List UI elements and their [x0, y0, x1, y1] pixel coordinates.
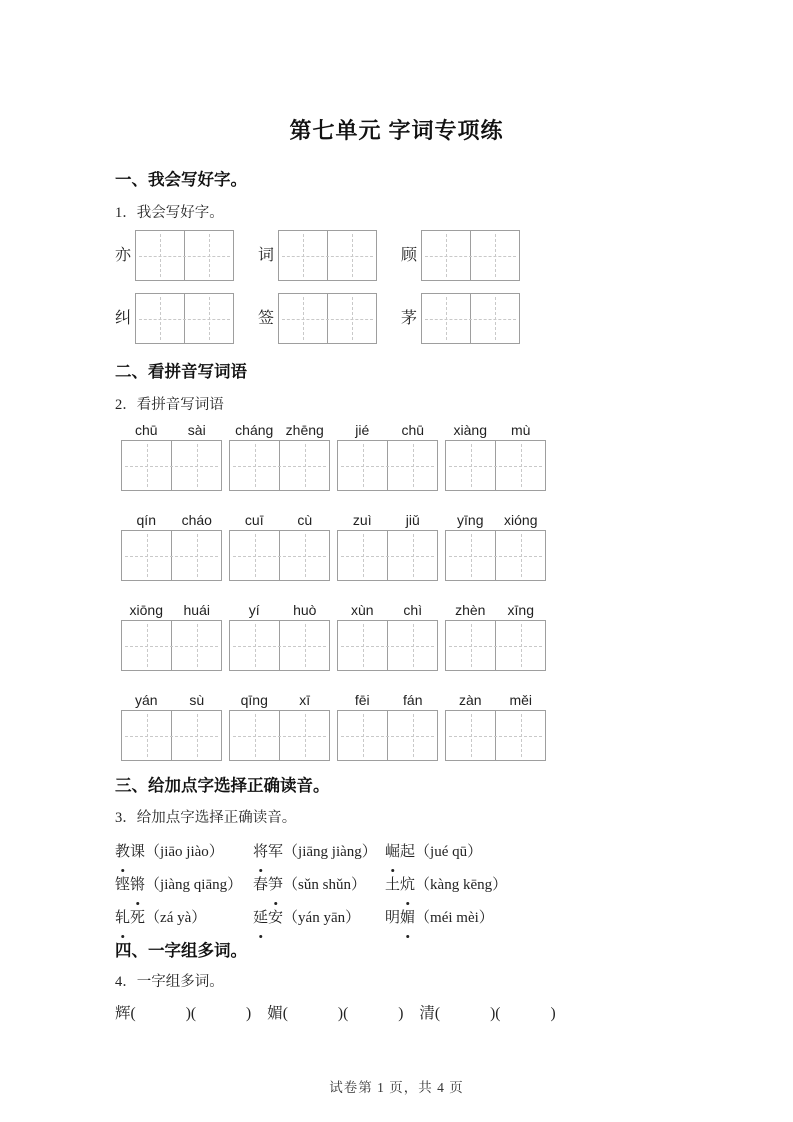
- pinyin-syllable: qīng: [240, 692, 268, 708]
- character-writing-box: [337, 710, 438, 761]
- pinyin-labels: [337, 693, 438, 710]
- pronunciation-item: [115, 836, 253, 869]
- blank-open-paren: (: [343, 1005, 349, 1022]
- pinyin-labels: [121, 513, 222, 530]
- writing-cell: [279, 294, 327, 343]
- pronunciation-item: [115, 902, 253, 935]
- writing-cell: [279, 711, 329, 760]
- pinyin-options: （jiāo jiào）: [145, 844, 224, 860]
- pinyin-word-unit: [121, 693, 222, 761]
- pinyin-word-unit: [445, 693, 546, 761]
- plain-character: 课: [130, 844, 146, 860]
- pronunciation-area: [115, 836, 713, 935]
- writing-cell: [387, 621, 437, 670]
- pinyin-labels: [229, 693, 330, 710]
- pinyin-syllable: xióng: [504, 512, 538, 528]
- writing-cell: [230, 621, 279, 670]
- plain-character: 土: [385, 877, 401, 893]
- writing-cell: [327, 294, 376, 343]
- writing-cell: [279, 621, 329, 670]
- blank-close-paren: ): [246, 1005, 252, 1022]
- section-1-heading: 一、我会写好字。: [115, 171, 247, 189]
- pinyin-syllable: xiōng: [129, 602, 163, 618]
- question-2-text: 2．看拼音写词语: [115, 397, 224, 413]
- writing-cell: [470, 231, 519, 280]
- writing-cell: [136, 294, 184, 343]
- writing-cell: [495, 711, 545, 760]
- writing-grid-unit: [115, 230, 234, 281]
- plain-character: 死: [130, 910, 146, 926]
- pinyin-word-unit: [445, 423, 546, 491]
- writing-cell: [338, 711, 387, 760]
- writing-cell: [171, 621, 221, 670]
- pinyin-word-unit: [337, 513, 438, 581]
- pinyin-syllable: cháo: [181, 512, 212, 528]
- character-label: 茅: [401, 309, 418, 327]
- pinyin-labels: [121, 603, 222, 620]
- dotted-character: 媚: [400, 902, 415, 935]
- plain-character: 铿: [115, 877, 131, 893]
- blank-close-paren: ): [337, 1005, 344, 1022]
- dotted-character: 延: [253, 902, 268, 935]
- word-building-item: [115, 1001, 251, 1023]
- writing-cell: [338, 621, 387, 670]
- writing-cell: [446, 441, 495, 490]
- writing-cell: [171, 531, 221, 580]
- pinyin-syllable: yí: [248, 602, 260, 618]
- pinyin-syllable: zhēng: [285, 422, 324, 438]
- pronunciation-item: [385, 836, 713, 869]
- writing-cell: [122, 441, 171, 490]
- character-writing-box: [121, 530, 222, 581]
- pinyin-labels: [337, 603, 438, 620]
- pinyin-syllable: xī: [299, 692, 311, 708]
- character-writing-box: [445, 440, 546, 491]
- character-writing-box: [229, 620, 330, 671]
- blank-open-paren: (: [495, 1005, 501, 1022]
- character-label: 亦: [115, 246, 132, 264]
- writing-cell: [279, 231, 327, 280]
- page-title: 第七单元 字词专项练: [289, 118, 504, 143]
- pinyin-syllable: cù: [297, 512, 313, 528]
- pronunciation-item: [253, 902, 385, 935]
- page-footer: 试卷第 1 页，共 4 页: [329, 1080, 464, 1095]
- writing-cell: [446, 621, 495, 670]
- writing-cell: [171, 441, 221, 490]
- writing-cell: [338, 531, 387, 580]
- pronunciation-item: [385, 869, 713, 902]
- writing-cell: [446, 531, 495, 580]
- pinyin-syllable: qín: [136, 512, 156, 528]
- character-label: 签: [258, 309, 275, 327]
- writing-grid-area: [115, 230, 713, 344]
- pinyin-labels: [229, 513, 330, 530]
- blank-open-paren: (: [130, 1005, 136, 1022]
- writing-grid-row: [115, 293, 713, 344]
- blank-close-paren: ): [185, 1005, 191, 1022]
- section-2-heading: 二、看拼音写词语: [115, 363, 247, 381]
- pinyin-options: （yán yān）: [283, 910, 361, 926]
- character-writing-box: [445, 620, 546, 671]
- character-writing-box: [337, 440, 438, 491]
- writing-cell: [495, 531, 545, 580]
- base-character: 清: [419, 1005, 435, 1022]
- writing-cell: [279, 531, 329, 580]
- question-3-text: 3．给加点字选择正确读音。: [115, 810, 297, 826]
- blank-open-paren: (: [282, 1005, 288, 1022]
- word-building-item: [267, 1001, 403, 1023]
- pinyin-syllable: fēi: [354, 692, 370, 708]
- writing-cell: [279, 441, 329, 490]
- pinyin-options: （jué qū）: [415, 844, 483, 860]
- word-building-area: [115, 1001, 713, 1023]
- dotted-character: 崛: [385, 836, 400, 869]
- blank-close-paren: ): [490, 1005, 496, 1022]
- pinyin-labels: [445, 693, 546, 710]
- plain-character: 安: [268, 910, 284, 926]
- writing-grid-unit: [258, 230, 377, 281]
- pronunciation-item: [253, 869, 385, 902]
- pinyin-row: [121, 513, 713, 581]
- pinyin-options: （méi mèi）: [415, 910, 494, 926]
- dotted-character: 教: [115, 836, 130, 869]
- word-building-item: [419, 1001, 555, 1023]
- blank-close-paren: ): [398, 1005, 404, 1022]
- writing-cell: [338, 441, 387, 490]
- pinyin-row: [121, 693, 713, 761]
- pinyin-labels: [445, 513, 546, 530]
- pinyin-word-unit: [337, 603, 438, 671]
- pinyin-word-unit: [121, 603, 222, 671]
- pinyin-word-unit: [229, 693, 330, 761]
- plain-character: 明: [385, 910, 401, 926]
- writing-grid-unit: [258, 293, 377, 344]
- pinyin-labels: [337, 513, 438, 530]
- pinyin-labels: [121, 423, 222, 440]
- pinyin-word-unit: [445, 603, 546, 671]
- writing-grid-unit: [401, 230, 520, 281]
- pinyin-syllable: yīng: [457, 512, 484, 528]
- pinyin-labels: [229, 603, 330, 620]
- blank-close-paren: ): [550, 1005, 556, 1022]
- question-1-text: 1．我会写好字。: [115, 205, 224, 221]
- writing-cell: [230, 441, 279, 490]
- base-character: 媚: [267, 1005, 283, 1022]
- pinyin-word-unit: [337, 423, 438, 491]
- pinyin-word-unit: [121, 513, 222, 581]
- pinyin-word-unit: [229, 423, 330, 491]
- writing-cell: [184, 231, 233, 280]
- pronunciation-row: [115, 902, 713, 935]
- pinyin-row: [121, 423, 713, 491]
- pronunciation-item: [115, 869, 253, 902]
- dotted-character: 将: [253, 836, 268, 869]
- writing-cell: [230, 531, 279, 580]
- pinyin-word-unit: [229, 513, 330, 581]
- writing-grid-unit: [115, 293, 234, 344]
- pinyin-labels: [229, 423, 330, 440]
- pinyin-syllable: chū: [401, 422, 425, 438]
- pinyin-syllable: sài: [187, 422, 206, 438]
- dotted-character: 炕: [400, 869, 415, 902]
- pinyin-syllable: huò: [293, 602, 317, 618]
- plain-character: 军: [268, 844, 284, 860]
- character-label: 词: [258, 246, 275, 264]
- pronunciation-item: [253, 836, 385, 869]
- character-writing-box: [445, 710, 546, 761]
- character-writing-box: [121, 710, 222, 761]
- pinyin-syllable: chì: [403, 602, 423, 618]
- writing-grid-row: [115, 230, 713, 281]
- pinyin-word-unit: [445, 513, 546, 581]
- writing-cell: [327, 231, 376, 280]
- pinyin-syllable: zàn: [458, 692, 482, 708]
- writing-cell: [446, 711, 495, 760]
- pronunciation-row: [115, 836, 713, 869]
- character-writing-box: [278, 230, 377, 281]
- character-writing-box: [337, 530, 438, 581]
- pinyin-options: （sǔn shǔn）: [283, 877, 366, 893]
- pinyin-labels: [121, 693, 222, 710]
- plain-character: 起: [400, 844, 416, 860]
- character-label: 纠: [115, 309, 132, 327]
- pinyin-syllable: huái: [183, 602, 210, 618]
- writing-cell: [122, 711, 171, 760]
- section-4-heading: 四、一字组多词。: [115, 942, 247, 960]
- pinyin-syllable: cháng: [235, 422, 274, 438]
- pinyin-word-unit: [229, 603, 330, 671]
- pinyin-syllable: xīng: [507, 602, 534, 618]
- writing-cell: [387, 531, 437, 580]
- pinyin-syllable: chū: [134, 422, 158, 438]
- pinyin-syllable: zhèn: [455, 602, 486, 618]
- section-3-heading: 三、给加点字选择正确读音。: [115, 777, 330, 795]
- writing-cell: [387, 711, 437, 760]
- writing-cell: [470, 294, 519, 343]
- pronunciation-item: [385, 902, 713, 935]
- writing-cell: [136, 231, 184, 280]
- pinyin-options: （jiàng qiāng）: [145, 877, 243, 893]
- character-writing-box: [421, 230, 520, 281]
- base-character: 辉: [115, 1005, 131, 1022]
- character-writing-box: [135, 230, 234, 281]
- character-writing-box: [121, 620, 222, 671]
- writing-cell: [184, 294, 233, 343]
- dotted-character: 笋: [268, 869, 283, 902]
- pinyin-labels: [337, 423, 438, 440]
- pinyin-syllable: jié: [355, 422, 370, 438]
- writing-cell: [230, 711, 279, 760]
- pinyin-syllable: cuī: [244, 512, 264, 528]
- blank-open-paren: (: [434, 1005, 441, 1022]
- pinyin-options: （zá yà）: [145, 910, 207, 926]
- pinyin-syllable: yán: [134, 692, 158, 708]
- character-writing-box: [421, 293, 520, 344]
- character-writing-box: [229, 710, 330, 761]
- plain-character: 春: [253, 877, 269, 893]
- character-writing-box: [337, 620, 438, 671]
- page-content: [0, 169, 793, 1023]
- writing-cell: [122, 531, 171, 580]
- writing-cell: [422, 294, 470, 343]
- pinyin-syllable: měi: [509, 692, 533, 708]
- character-writing-box: [229, 440, 330, 491]
- question-4-text: 4．一字组多词。: [115, 974, 224, 990]
- writing-cell: [495, 621, 545, 670]
- dotted-character: 锵: [130, 869, 145, 902]
- pinyin-word-unit: [337, 693, 438, 761]
- pinyin-word-unit: [121, 423, 222, 491]
- blank-open-paren: (: [190, 1005, 197, 1022]
- character-writing-box: [278, 293, 377, 344]
- character-writing-box: [445, 530, 546, 581]
- pinyin-syllable: sù: [189, 692, 205, 708]
- pronunciation-row: [115, 869, 713, 902]
- pinyin-syllable: fán: [403, 692, 423, 708]
- character-label: 顾: [401, 246, 418, 264]
- pinyin-syllable: jiǔ: [405, 512, 420, 528]
- pinyin-row: [121, 603, 713, 671]
- writing-grid-unit: [401, 293, 520, 344]
- pinyin-grid-area: [115, 423, 713, 761]
- pinyin-syllable: mù: [511, 422, 531, 438]
- writing-cell: [422, 231, 470, 280]
- pinyin-syllable: zuì: [352, 512, 372, 528]
- dotted-character: 轧: [115, 902, 130, 935]
- writing-cell: [171, 711, 221, 760]
- pinyin-syllable: xiàng: [453, 422, 487, 438]
- writing-cell: [495, 441, 545, 490]
- writing-cell: [122, 621, 171, 670]
- character-writing-box: [229, 530, 330, 581]
- pinyin-labels: [445, 603, 546, 620]
- character-writing-box: [135, 293, 234, 344]
- pinyin-labels: [445, 423, 546, 440]
- writing-cell: [387, 441, 437, 490]
- character-writing-box: [121, 440, 222, 491]
- pinyin-options: （jiāng jiàng）: [283, 844, 377, 860]
- pinyin-syllable: xùn: [350, 602, 374, 618]
- pinyin-options: （kàng kēng）: [415, 877, 508, 893]
